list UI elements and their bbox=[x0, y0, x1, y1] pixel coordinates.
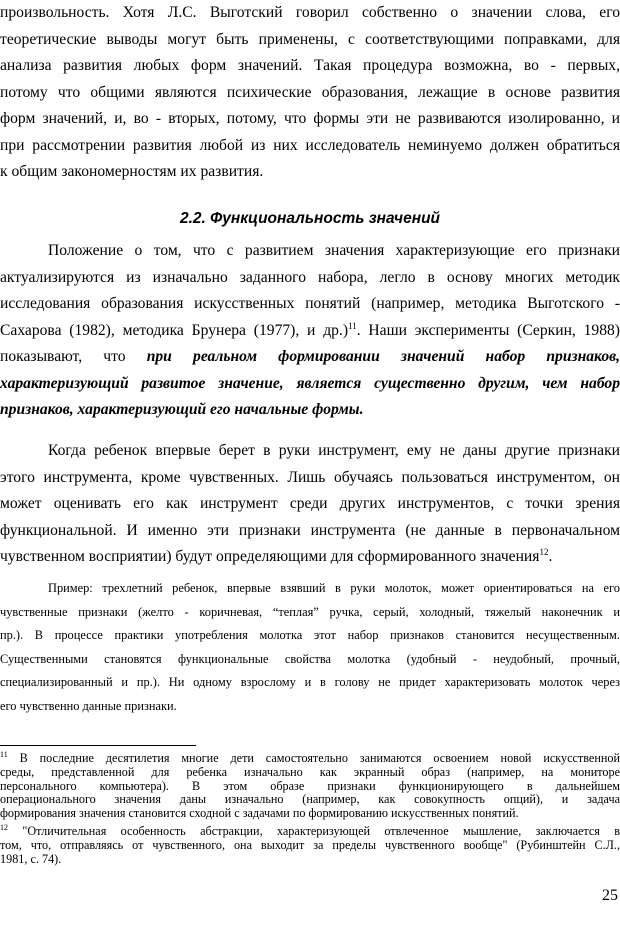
text-line: может оценивать его как инструмент среди других инструментов, с точки зрения bbox=[0, 495, 620, 512]
text-line bbox=[0, 318, 620, 345]
footnote-line bbox=[0, 825, 620, 839]
text-line: этого инструмента, кроме чувственных. Лишь обучаясь пользоваться инструментом, он bbox=[0, 468, 620, 486]
note-line: пр.). В процессе практики употребления молотка этот набор признаков становится несущественным. bbox=[0, 628, 620, 642]
section-heading: 2.2. Функциональность значений bbox=[179, 210, 441, 227]
footnote-line: 1981, с. 74). bbox=[0, 851, 62, 866]
text-line: произвольность. Хотя Л.С. Выготский говорил собственно о значении слова, его bbox=[0, 4, 620, 21]
footnote-line: среды, представленной для ребенка изначально как экранный образ (например, на мониторе bbox=[0, 764, 620, 779]
text-segment: "Отличительная особенность абстракции, характеризующей отвлеченное мышление, заключается в bbox=[8, 824, 620, 838]
intro-paragraph bbox=[0, 0, 620, 186]
text-segment: . bbox=[548, 548, 553, 565]
footnote-number: 12 bbox=[0, 823, 8, 832]
text-line: анализа развития любых форм значений. Такая процедура возможна, во - первых, bbox=[0, 57, 620, 74]
footnote-ref-12[interactable]: 12 bbox=[539, 547, 549, 557]
text-segment: чувственном восприятии) будут определяющими для сформированного значения bbox=[0, 548, 540, 565]
footnote-ref-11[interactable]: 11 bbox=[348, 320, 357, 331]
text-line: функциональной. И именно эти признаки инструмента (не данные в первоначальном bbox=[0, 521, 620, 539]
text-line: к общим закономерностям их развития. bbox=[0, 163, 264, 180]
footnote-12 bbox=[0, 825, 620, 866]
text-line bbox=[0, 344, 620, 371]
text-segment: . Наши эксперименты (Серкин, 1988) bbox=[356, 321, 620, 339]
text-line bbox=[0, 544, 620, 571]
emphasis-line: признаков, характеризующий его начальные формы. bbox=[0, 401, 364, 418]
text-line: форм значений, и, во - вторых, потому, что формы эти не развиваются изолированно, и bbox=[0, 110, 620, 127]
footnote-line: формирования значения становится сходной с задачами по формированию искусственных понятий. bbox=[0, 806, 519, 821]
note-line: Пример: трехлетний ребенок, впервые взявший в руки молоток, может ориентироваться на его bbox=[48, 581, 620, 595]
paragraph-2 bbox=[0, 238, 620, 424]
footnote-number: 11 bbox=[0, 750, 8, 759]
text-line: теоретические выводы могут быть применены, с соответствующими поправками, для bbox=[0, 30, 620, 48]
text-segment: В последние десятилетия многие дети самостоятельно занимаются освоением новой искусственной bbox=[7, 751, 620, 765]
footnote-line bbox=[0, 752, 620, 766]
footnote-line: персонального компьютера). В этом образе признаки функционирующего в дальнейшем bbox=[0, 778, 620, 793]
footnote-11 bbox=[0, 752, 620, 821]
text-line: потому что общими являются психические образования, лежащие в основе развития bbox=[0, 83, 620, 101]
text-segment: Сахарова (1982), методика Брунера (1977), и др.) bbox=[0, 321, 349, 339]
emphasis-line: характеризующий развитое значение, является существенно другим, чем набор bbox=[0, 374, 620, 392]
note-line: его чувственно данные признаки. bbox=[0, 698, 177, 713]
note-line: чувственные признаки (желто - коричневая, “теплая” ручка, серый, холодный, тяжелый наконечник и bbox=[0, 604, 620, 619]
paragraph-3 bbox=[0, 438, 620, 571]
text-line: Когда ребенок впервые берет в руки инструмент, ему не даны другие признаки bbox=[48, 442, 620, 459]
example-note bbox=[0, 577, 620, 718]
note-line: специализированный и пр.). Ни одному взрослому и в голову не придет характеризовать молоток через bbox=[0, 675, 620, 689]
note-line: Существенными становятся функциональные свойства молотка (удобный - неудобный, прочный, bbox=[0, 651, 620, 666]
footnote-line: том, что, отправляясь от чувственного, она выходит за пределы чувственного вообще" (Рубинштейн С.Л., bbox=[0, 837, 620, 852]
page-number: 25 bbox=[602, 887, 618, 904]
emphasis-text: при реальном формировании значений набор признаков, bbox=[146, 348, 620, 365]
text-segment: показывают, что bbox=[0, 348, 147, 365]
text-line: Положение о том, что с развитием значения характеризующие его признаки bbox=[48, 242, 620, 259]
text-line: актуализируются из изначально заданного набора, легло в основу многих методик bbox=[0, 268, 620, 286]
text-line: при рассмотрении развития любой из них исследователь неминуемо должен обратиться bbox=[0, 136, 620, 154]
footnote-line: операционального значения даны изначально (например, как совокупность опций), и задача bbox=[0, 792, 620, 807]
text-line: исследования образования искусственных понятий (например, методика Выготского - bbox=[0, 295, 620, 312]
footnote-divider bbox=[0, 745, 196, 746]
